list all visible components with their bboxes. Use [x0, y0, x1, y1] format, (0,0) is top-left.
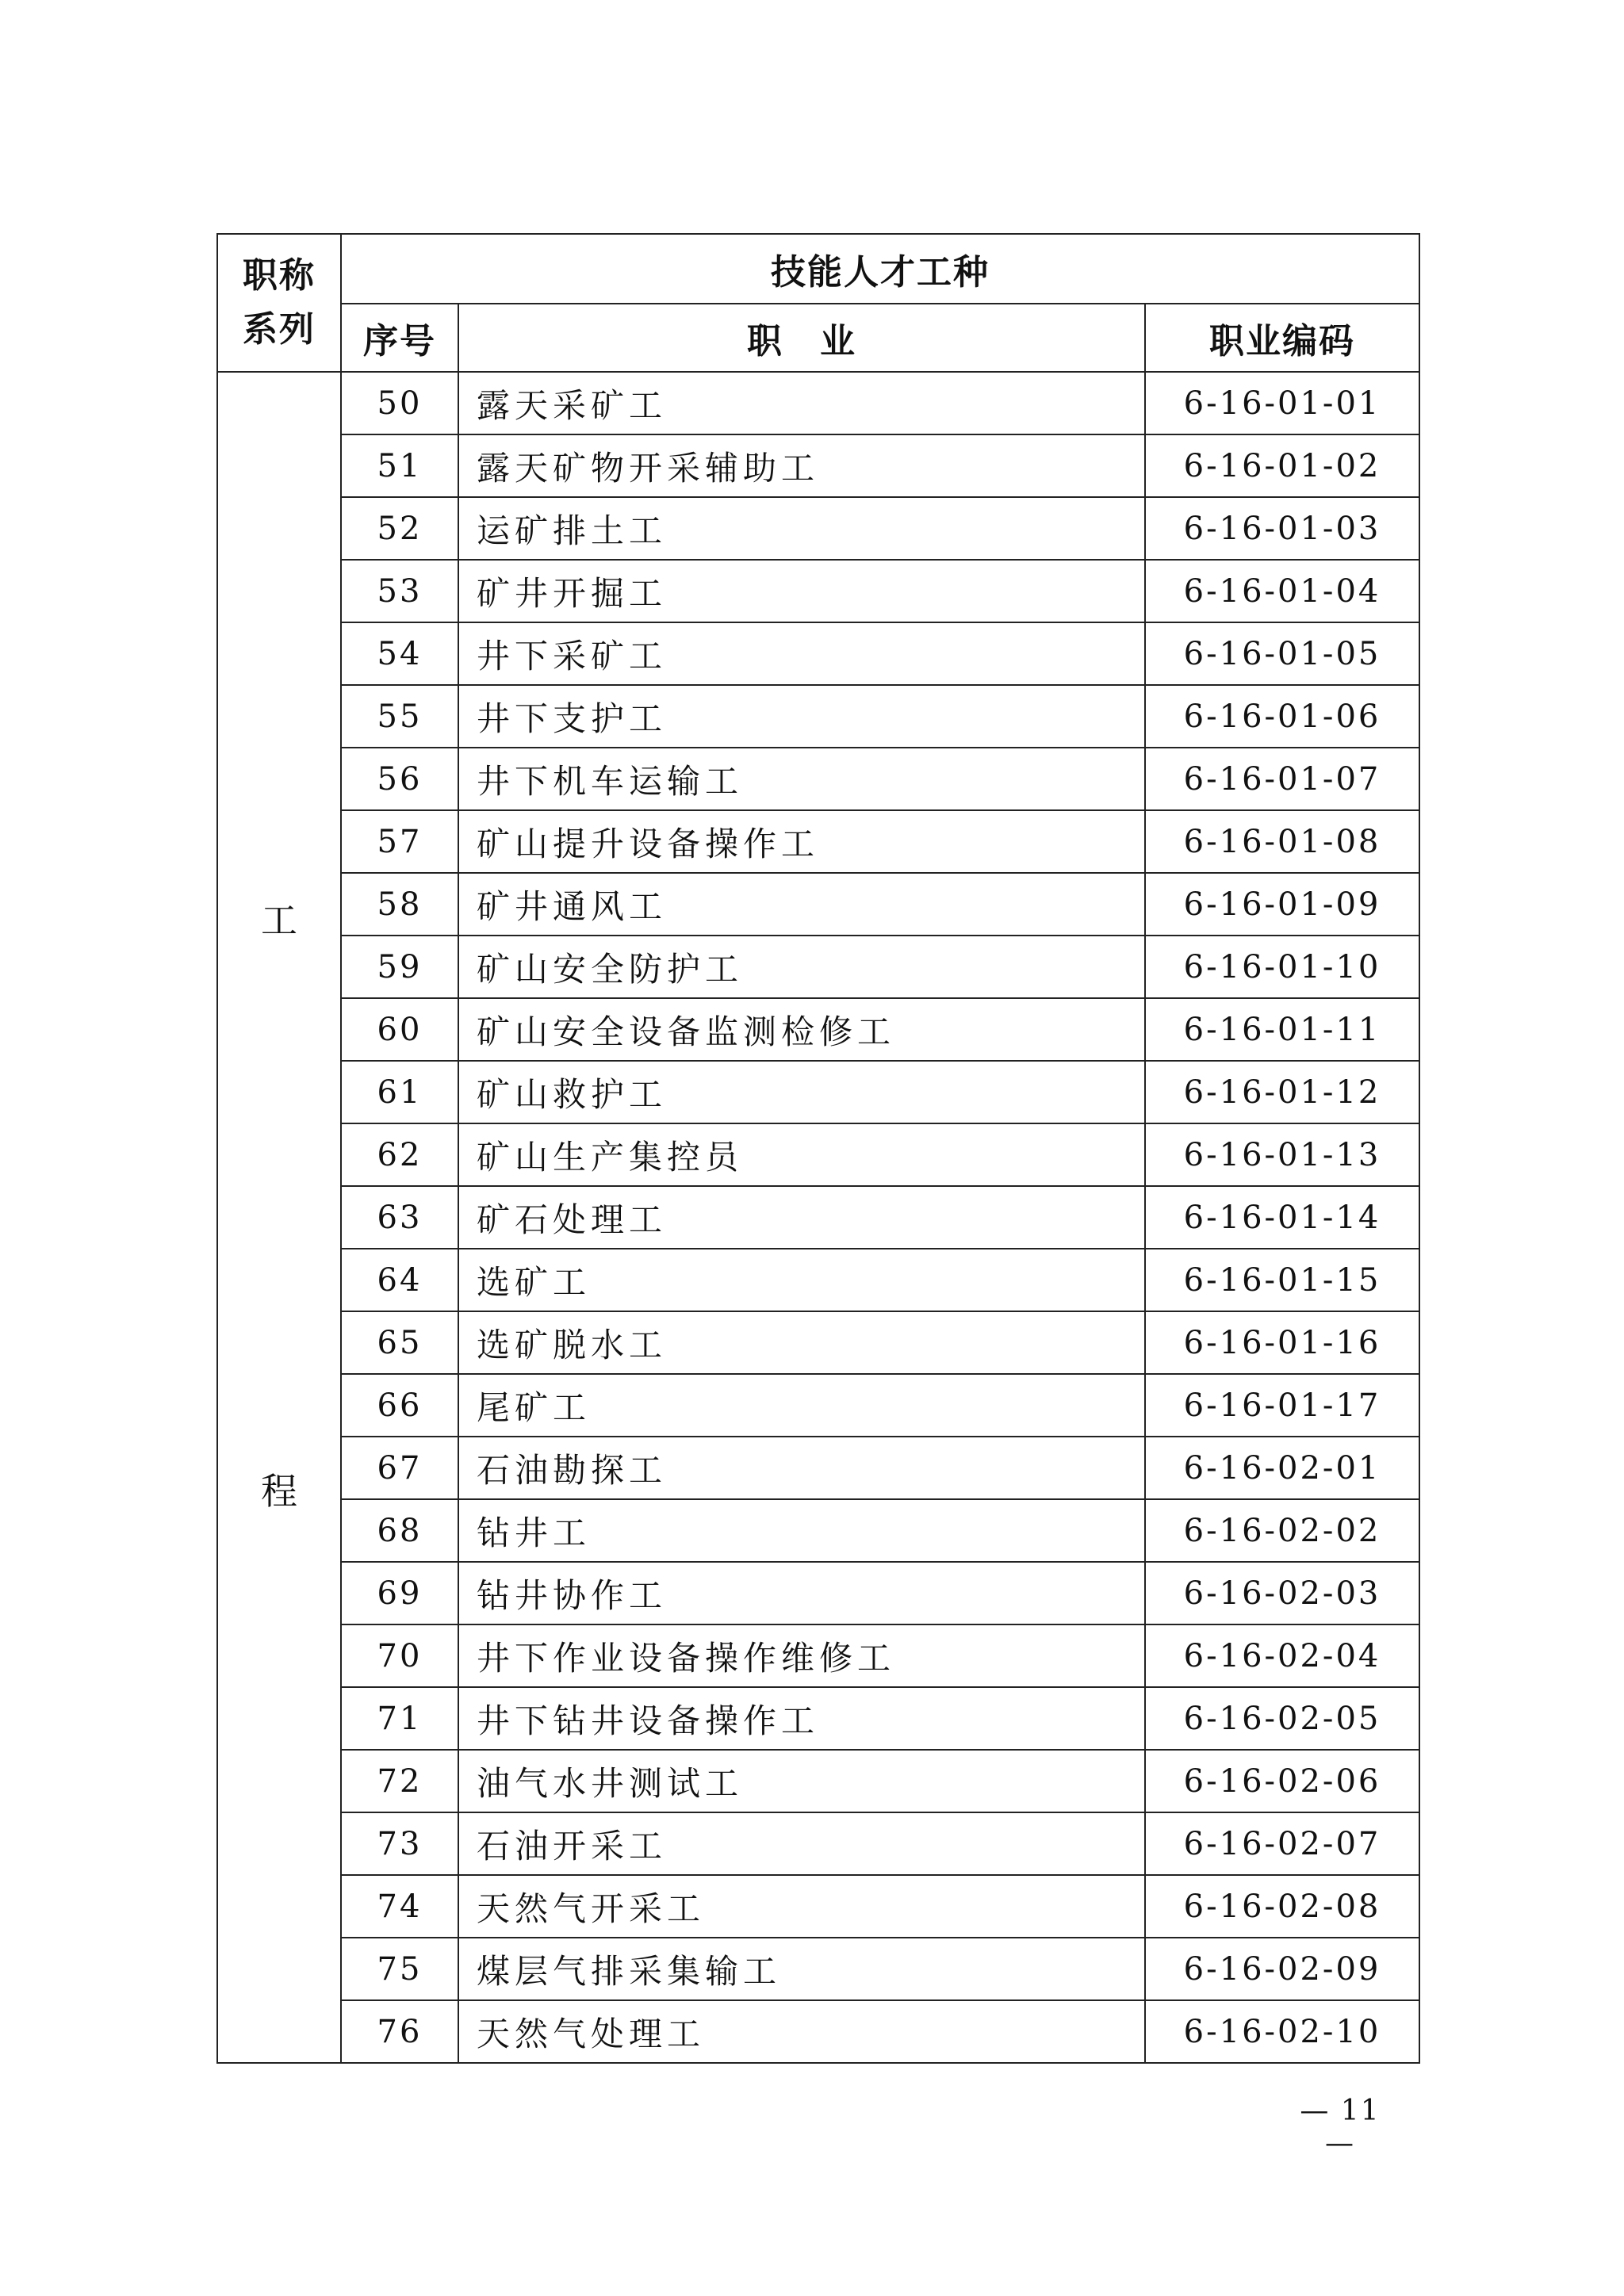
row-occupation: 钻井协作工 [458, 1562, 1145, 1624]
row-code: 6-16-02-04 [1145, 1624, 1419, 1687]
row-seq: 64 [341, 1249, 458, 1311]
row-occupation: 煤层气排采集输工 [458, 1938, 1145, 2000]
row-seq: 65 [341, 1311, 458, 1374]
row-seq: 62 [341, 1123, 458, 1186]
row-code: 6-16-01-07 [1145, 748, 1419, 810]
table-row [217, 1123, 1419, 1186]
row-seq: 63 [341, 1186, 458, 1249]
table-row [217, 1938, 1419, 2000]
row-occupation: 矿山救护工 [458, 1061, 1145, 1123]
row-occupation: 选矿工 [458, 1249, 1145, 1311]
row-seq: 50 [341, 372, 458, 434]
table-row [217, 622, 1419, 685]
table-row [217, 434, 1419, 497]
series-header-line2: 系列 [243, 309, 316, 350]
row-occupation: 天然气开采工 [458, 1875, 1145, 1938]
row-occupation: 石油勘探工 [458, 1437, 1145, 1499]
row-code: 6-16-01-02 [1145, 434, 1419, 497]
row-code: 6-16-02-05 [1145, 1687, 1419, 1750]
row-occupation: 矿山提升设备操作工 [458, 810, 1145, 873]
row-seq: 67 [341, 1437, 458, 1499]
row-occupation: 井下作业设备操作维修工 [458, 1624, 1145, 1687]
row-code: 6-16-01-09 [1145, 873, 1419, 936]
row-code: 6-16-01-13 [1145, 1123, 1419, 1186]
col-header-seq: 序号 [341, 304, 458, 372]
row-seq: 75 [341, 1938, 458, 2000]
series-char-2: 程 [261, 1470, 297, 1513]
table-row [217, 1374, 1419, 1437]
row-occupation: 矿井通风工 [458, 873, 1145, 936]
row-seq: 68 [341, 1499, 458, 1562]
row-seq: 71 [341, 1687, 458, 1750]
row-seq: 73 [341, 1812, 458, 1875]
row-occupation: 矿山安全设备监测检修工 [458, 998, 1145, 1061]
group-title: 技能人才工种 [341, 234, 1419, 304]
table-row [217, 1249, 1419, 1311]
row-code: 6-16-01-12 [1145, 1061, 1419, 1123]
row-occupation: 矿井开掘工 [458, 560, 1145, 622]
series-char-1: 工 [261, 899, 297, 942]
table-row [217, 1750, 1419, 1812]
row-occupation: 钻井工 [458, 1499, 1145, 1562]
table-row [217, 2000, 1419, 2063]
row-occupation: 石油开采工 [458, 1812, 1145, 1875]
series-header-line1: 职称 [243, 255, 316, 296]
row-code: 6-16-02-07 [1145, 1812, 1419, 1875]
row-occupation: 选矿脱水工 [458, 1311, 1145, 1374]
row-occupation: 井下采矿工 [458, 622, 1145, 685]
table-row [217, 1186, 1419, 1249]
table-row [217, 998, 1419, 1061]
row-seq: 59 [341, 936, 458, 998]
row-seq: 72 [341, 1750, 458, 1812]
table-row [217, 936, 1419, 998]
row-seq: 57 [341, 810, 458, 873]
table-row [217, 1437, 1419, 1499]
row-occupation: 尾矿工 [458, 1374, 1145, 1437]
row-code: 6-16-01-14 [1145, 1186, 1419, 1249]
table-row [217, 748, 1419, 810]
row-code: 6-16-01-06 [1145, 685, 1419, 748]
row-seq: 54 [341, 622, 458, 685]
table-row [217, 810, 1419, 873]
row-occupation: 矿石处理工 [458, 1186, 1145, 1249]
row-seq: 61 [341, 1061, 458, 1123]
table-row [217, 1624, 1419, 1687]
row-occupation: 井下机车运输工 [458, 748, 1145, 810]
row-seq: 56 [341, 748, 458, 810]
row-seq: 69 [341, 1562, 458, 1624]
row-occupation: 矿山安全防护工 [458, 936, 1145, 998]
row-code: 6-16-02-01 [1145, 1437, 1419, 1499]
row-code: 6-16-01-11 [1145, 998, 1419, 1061]
row-code: 6-16-02-02 [1145, 1499, 1419, 1562]
row-seq: 58 [341, 873, 458, 936]
row-seq: 70 [341, 1624, 458, 1687]
row-occupation: 运矿排土工 [458, 497, 1145, 560]
col-header-code: 职业编码 [1145, 304, 1419, 372]
row-occupation: 井下支护工 [458, 685, 1145, 748]
row-occupation: 露天矿物开采辅助工 [458, 434, 1145, 497]
page-number: — 11 — [1300, 2095, 1381, 2160]
row-code: 6-16-01-04 [1145, 560, 1419, 622]
row-seq: 51 [341, 434, 458, 497]
occupation-table [216, 233, 1420, 2064]
header-row-1 [217, 234, 1419, 304]
col-header-occupation: 职 业 [458, 304, 1145, 372]
row-code: 6-16-01-03 [1145, 497, 1419, 560]
series-header-cell [217, 234, 341, 372]
row-code: 6-16-01-16 [1145, 1311, 1419, 1374]
row-seq: 66 [341, 1374, 458, 1437]
row-code: 6-16-01-10 [1145, 936, 1419, 998]
row-code: 6-16-01-01 [1145, 372, 1419, 434]
row-code: 6-16-02-08 [1145, 1875, 1419, 1938]
table-row [217, 1061, 1419, 1123]
row-occupation: 井下钻井设备操作工 [458, 1687, 1145, 1750]
table-row [217, 873, 1419, 936]
table-row [217, 1562, 1419, 1624]
row-seq: 60 [341, 998, 458, 1061]
row-seq: 52 [341, 497, 458, 560]
row-code: 6-16-02-06 [1145, 1750, 1419, 1812]
table-row [217, 1875, 1419, 1938]
row-occupation: 天然气处理工 [458, 2000, 1145, 2063]
table-row [217, 685, 1419, 748]
table-row [217, 1311, 1419, 1374]
row-code: 6-16-02-03 [1145, 1562, 1419, 1624]
row-code: 6-16-01-08 [1145, 810, 1419, 873]
row-seq: 74 [341, 1875, 458, 1938]
row-code: 6-16-02-10 [1145, 2000, 1419, 2063]
row-code: 6-16-01-05 [1145, 622, 1419, 685]
table-row [217, 560, 1419, 622]
header-row-2 [217, 304, 1419, 372]
row-occupation: 露天采矿工 [458, 372, 1145, 434]
table-row [217, 1499, 1419, 1562]
table-row [217, 372, 1419, 434]
row-seq: 53 [341, 560, 458, 622]
table-row [217, 1687, 1419, 1750]
row-code: 6-16-01-17 [1145, 1374, 1419, 1437]
row-occupation: 矿山生产集控员 [458, 1123, 1145, 1186]
series-cell [217, 372, 341, 2063]
row-code: 6-16-01-15 [1145, 1249, 1419, 1311]
table-row [217, 1812, 1419, 1875]
row-seq: 76 [341, 2000, 458, 2063]
row-seq: 55 [341, 685, 458, 748]
table-row [217, 497, 1419, 560]
row-code: 6-16-02-09 [1145, 1938, 1419, 2000]
row-occupation: 油气水井测试工 [458, 1750, 1145, 1812]
